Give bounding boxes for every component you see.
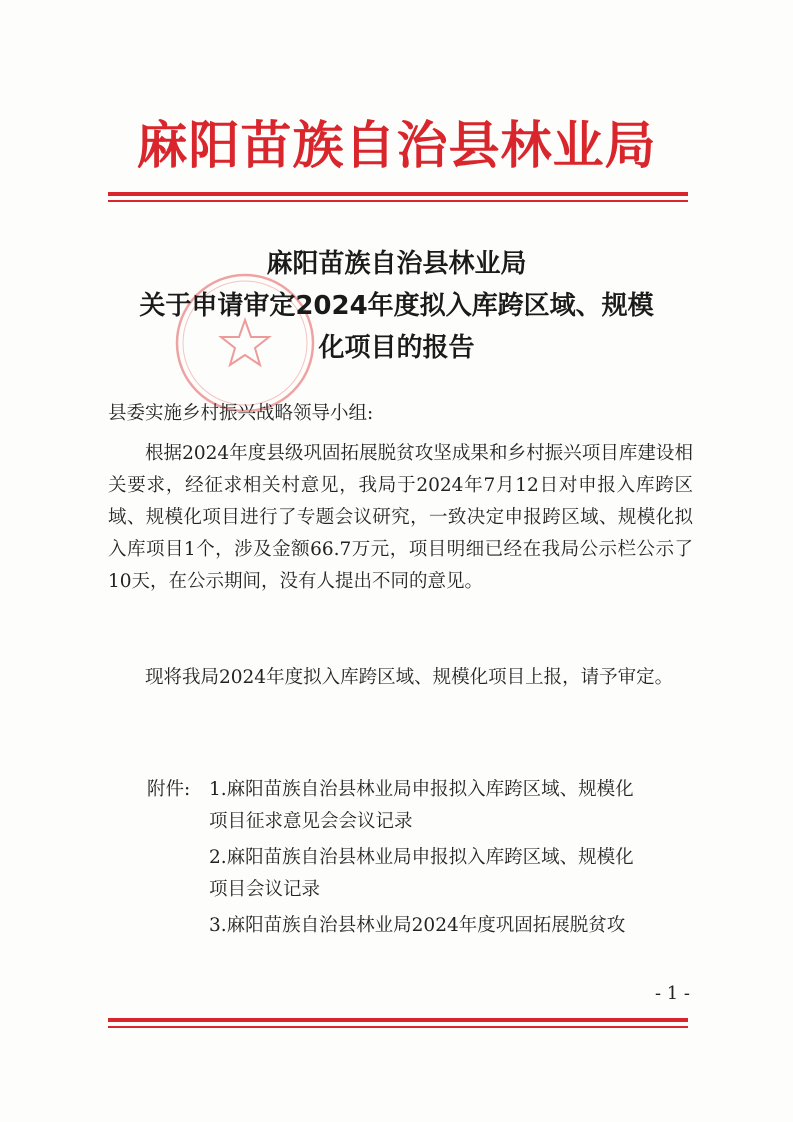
letterhead-rule-thick — [108, 192, 688, 196]
salutation: 县委实施乡村振兴战略领导小组: — [108, 403, 374, 424]
attachment-item-1-cont: 项目征求意见会会议记录 — [209, 811, 413, 832]
body-paragraph-1: 根据2024年度县级巩固拓展脱贫攻坚成果和乡村振兴项目库建设相关要求，经征求相关村意见，我局于2024年7月12日对申报入库跨区域、规模化项目进行了专题会议研究，一致决定申报跨区域、规模化拟入库项目1个，涉及金额66.7万元，项目明细已经在我局公示栏公示了10天，在公示期间，没有人提出不同的意见。 — [108, 443, 693, 592]
page-number: - 1 - — [654, 983, 690, 1004]
report-title-line-3: 化项目的报告 — [318, 333, 475, 363]
attachments-label: 附件: — [147, 779, 191, 800]
footer-rule-thin — [108, 1026, 688, 1028]
body-paragraph-2: 现将我局2024年度拟入库跨区域、规模化项目上报，请予审定。 — [145, 667, 674, 688]
attachment-item-3: 3.麻阳苗族自治县林业局2024年度巩固拓展脱贫攻 — [209, 915, 626, 936]
letterhead-title: 麻阳苗族自治县林业局 — [136, 117, 657, 176]
attachments-list — [147, 774, 697, 942]
report-title-line-2: 关于申请审定2024年度拟入库跨区域、规模 — [139, 291, 654, 321]
attachment-item-1: 1.麻阳苗族自治县林业局申报拟入库跨区域、规模化 — [209, 779, 634, 800]
attachment-item-2: 2.麻阳苗族自治县林业局申报拟入库跨区域、规模化 — [209, 847, 634, 868]
letterhead-rule-thin — [108, 200, 688, 202]
footer-rule-thick — [108, 1018, 688, 1022]
report-title-line-1: 麻阳苗族自治县林业局 — [266, 249, 527, 279]
attachment-item-2-cont: 项目会议记录 — [209, 879, 321, 900]
